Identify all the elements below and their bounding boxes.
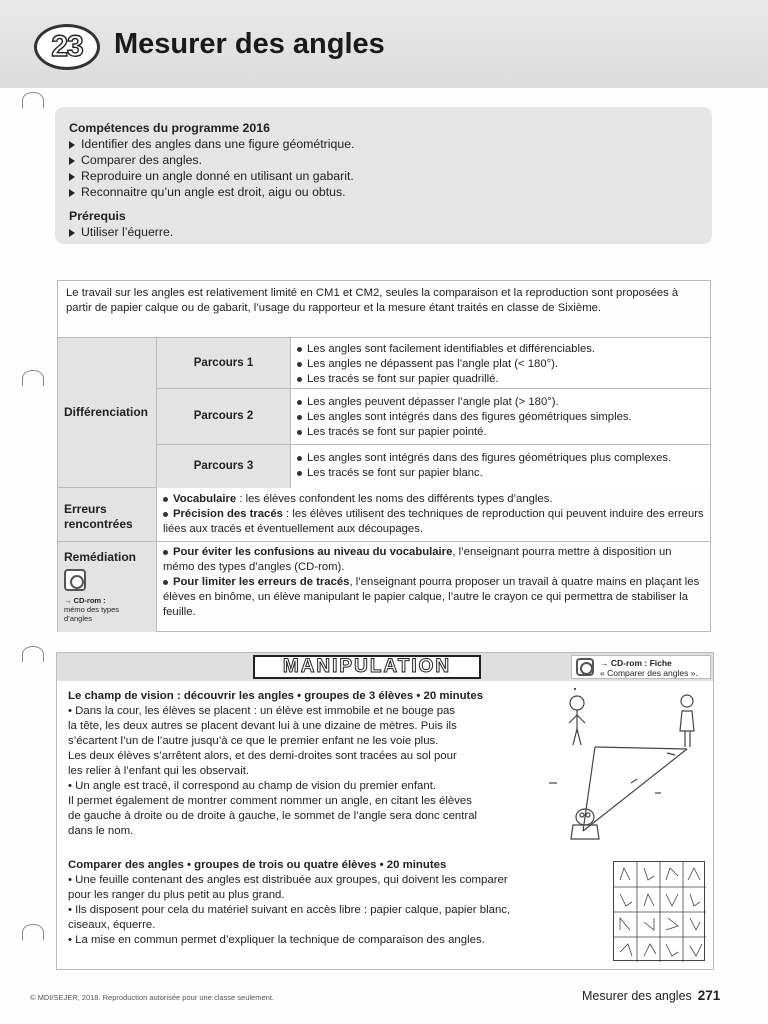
activity-comparer-angles: Comparer des angles • groupes de trois ou quatre élèves • 20 minutes • Une feuille contenant des angles est distribuée aux groupes, qui doivent les comparer pour les ranger du plus petit au plus grand. • Ils disposent pour cela du matériel suivant en accès libre : papier calque, papier blanc, ciseaux, équerre. • La mise en commun permet d’expliquer la technique de comparaison des angles. xyxy=(68,858,608,948)
angles-grid-illustration xyxy=(613,861,705,961)
competences-heading: Compétences du programme 2016 xyxy=(69,121,270,135)
binder-hole-mark xyxy=(22,92,44,108)
competences-box xyxy=(55,107,712,244)
erreurs-row xyxy=(58,488,710,542)
competence-item: Reconnaitre qu’un angle est droit, aigu ou obtus. xyxy=(69,184,698,200)
cd-rom-icon xyxy=(576,658,594,676)
activity-1-heading: Le champ de vision : découvrir les angles • groupes de 3 élèves • 20 minutes xyxy=(68,690,484,702)
erreurs-label: Erreurs rencontrées xyxy=(58,488,156,541)
remediation-label: Remédiation xyxy=(64,550,137,564)
differenciation-row xyxy=(58,338,710,488)
binder-hole-mark xyxy=(22,646,44,662)
footer-page-info xyxy=(582,988,720,1003)
parcours-3-label: Parcours 3 xyxy=(156,445,290,488)
parcours-1-label: Parcours 1 xyxy=(156,338,290,389)
parcours-3-items: Les angles sont intégrés dans des figures géométriques plus complexes. Les tracés se font sur papier blanc. xyxy=(290,445,710,488)
binder-hole-mark xyxy=(22,924,44,940)
parcours-2-items: Les angles peuvent dépasser l’angle plat (> 180°). Les angles sont intégrés dans des figures géométriques simples. Les tracés se font sur papier pointé. xyxy=(290,389,710,445)
triangle-bullet-icon xyxy=(69,189,75,197)
chapter-number-badge: 23 xyxy=(34,24,100,70)
manipulation-title: MANIPULATION xyxy=(253,655,481,679)
triangle-bullet-icon xyxy=(69,229,75,237)
manipulation-cd-note: → CD-rom : Fiche « Comparer des angles ». xyxy=(571,655,711,679)
activity-2-heading: Comparer des angles • groupes de trois ou quatre élèves • 20 minutes xyxy=(68,859,447,871)
triangle-bullet-icon xyxy=(69,141,75,149)
erreurs-text: Vocabulaire : les élèves confondent les noms des différents types d’angles. Précision des tracés : les élèves utilisent des techniques de reproduction qui peuvent induire des erreurs liées aux tracés et éventuellement aux découpages. xyxy=(156,488,710,541)
competence-item: Comparer des angles. xyxy=(69,152,698,168)
remediation-cd-note: → CD-rom : mémo des types d’angles xyxy=(64,596,120,623)
angles-grid-drawing xyxy=(614,862,706,962)
differenciation-label: Différenciation xyxy=(58,338,156,487)
cd-rom-icon xyxy=(64,569,86,591)
parcours-2-label: Parcours 2 xyxy=(156,389,290,445)
activity-champ-de-vision: Le champ de vision : découvrir les angles • groupes de 3 élèves • 20 minutes • Dans la cour, les élèves se placent : un élève est immobile et ne bouge pas la tête, les deux autres se placent devant lui à une dizaine de mètres. Puis ils s’écartent l’un de l’autre jusqu’à ce que le premier enfant ne les voie plus. Les deux élèves s’arrêtent alors, et des demi-droites sont tracées au sol pour les relier à l’enfant qui les observait. • Un angle est tracé, il correspond au champ de vision du premier enfant. Il permet également de montrer comment nommer un angle, en citant les élèves de gauche à droite ou de droite à gauche, le sommet de l’angle sera donc central dans le nom. xyxy=(68,689,528,839)
parcours-1-items: Les angles sont facilement identifiables et différenciables. Les angles ne dépassent pas l’angle plat (< 180°). Les tracés se font sur papier quadrillé. xyxy=(290,338,710,389)
prerequis-heading: Prérequis xyxy=(69,209,126,223)
competence-item: Identifier des angles dans une figure géométrique. xyxy=(69,136,698,152)
prerequis-item: Utiliser l’équerre. xyxy=(69,224,698,240)
remediation-row xyxy=(58,542,710,632)
footer-copyright: © MDI/SEJER, 2018. Reproduction autorisée pour une classe seulement. xyxy=(30,993,274,1002)
field-of-vision-illustration xyxy=(535,683,711,843)
remediation-label-cell xyxy=(58,542,156,632)
triangle-bullet-icon xyxy=(69,173,75,181)
competence-item: Reproduire un angle donné en utilisant un gabarit. xyxy=(69,168,698,184)
page-title: Mesurer des angles xyxy=(114,28,385,60)
page-number: 271 xyxy=(697,988,721,1003)
intro-text: Le travail sur les angles est relativement limité en CM1 et CM2, seules la comparaison et la reproduction sont proposées à partir de papier calque ou de gabarit, l’usage du rapporteur et la mesure étant traités en classe de Sixième. xyxy=(58,281,710,338)
footer-chapter-title: Mesurer des angles xyxy=(582,989,692,1003)
info-table xyxy=(57,280,711,632)
remediation-text: Pour éviter les confusions au niveau du vocabulaire, l’enseignant pourra mettre à disposition un mémo des types d’angles (CD-rom). Pour limiter les erreurs de tracés, l’enseignant pourra proposer un travail à quatre mains en plaçant les élèves en binôme, un élève manipulant le papier calque, l’autre le crayon ce qui permettra de stabiliser la feuille. xyxy=(156,542,710,632)
triangle-bullet-icon xyxy=(69,157,75,165)
manipulation-section xyxy=(56,652,714,970)
binder-hole-mark xyxy=(22,370,44,386)
